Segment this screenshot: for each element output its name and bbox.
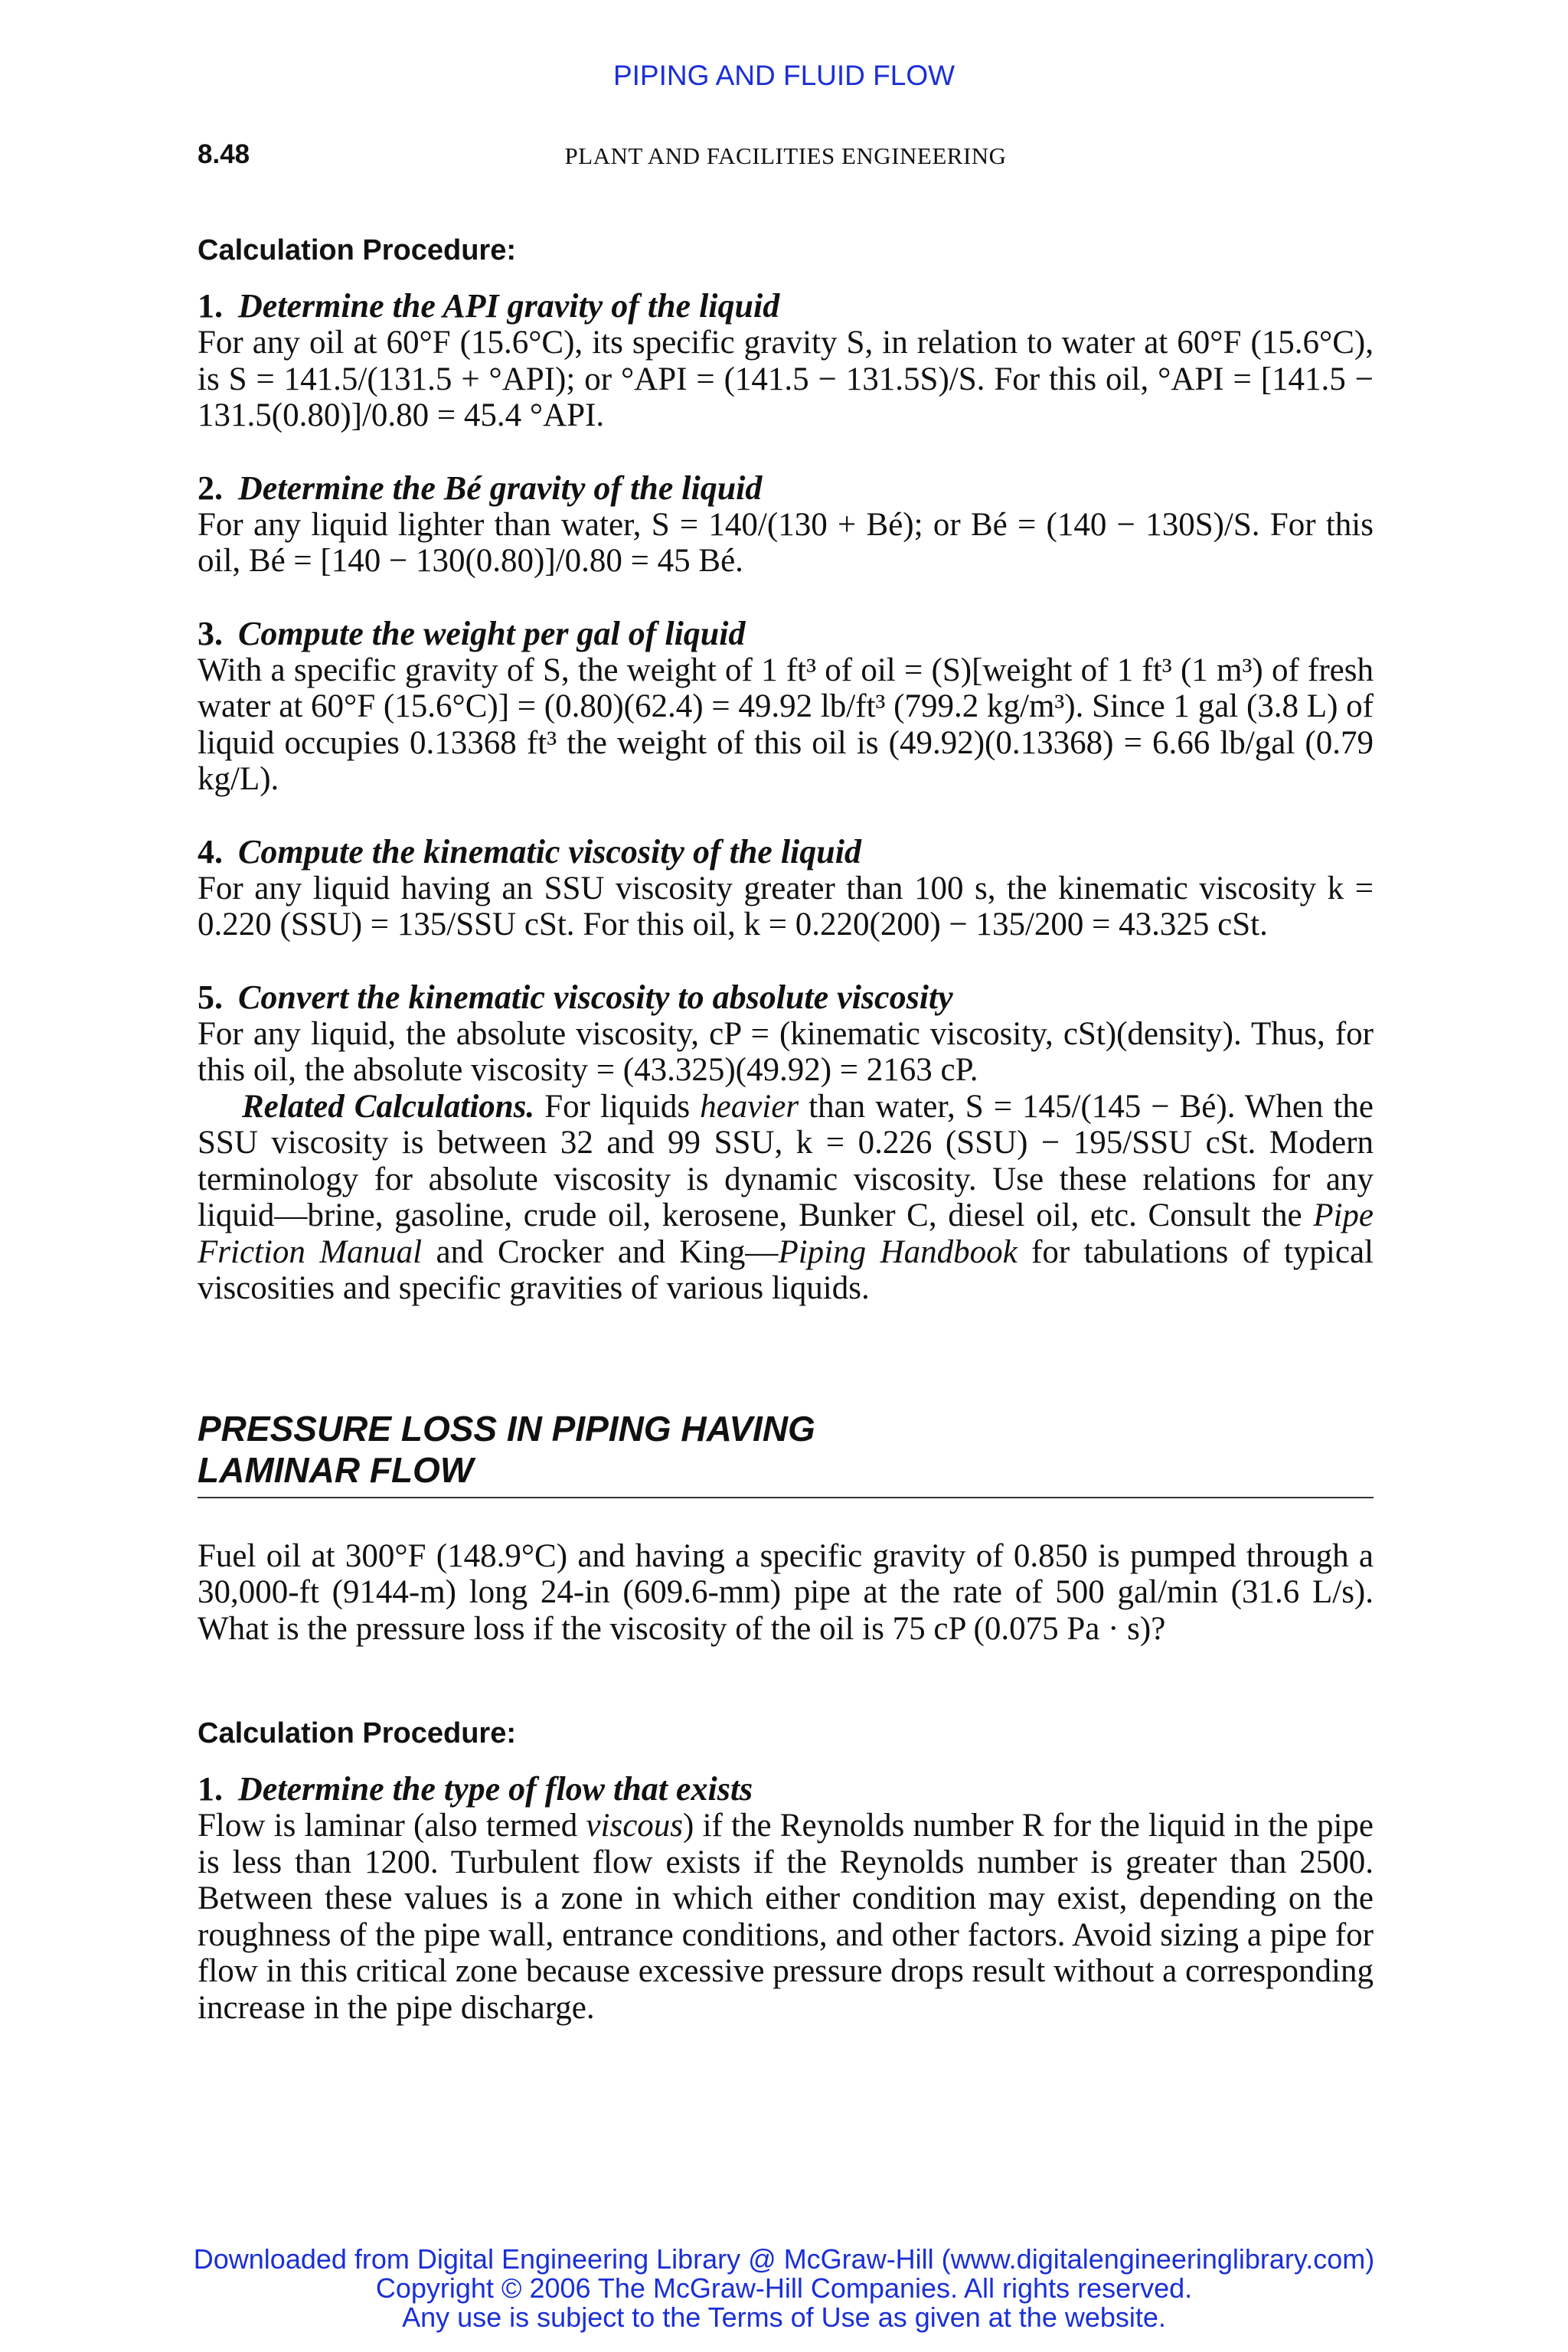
related-calculations	[198, 1089, 1374, 1307]
step-number: 1.	[198, 1770, 223, 1808]
footer-copyright: Copyright © 2006 The McGraw-Hill Companies. All rights reserved.	[375, 2272, 1193, 2304]
step-heading	[198, 834, 1374, 871]
step-title: Determine the type of flow that exists	[238, 1770, 753, 1808]
step-title: Compute the kinematic viscosity of the liquid	[238, 832, 861, 871]
page-content	[198, 230, 1374, 2026]
section-title-line-2: LAMINAR FLOW	[198, 1449, 474, 1490]
step-body: For any liquid having an SSU viscosity greater than 100 s, the kinematic viscosity k = 0.220 (SSU) = 135/SSU cSt. For this oil, k = 0.220(200) − 135/200 = 43.325 cSt.	[198, 870, 1374, 942]
step-number: 3.	[198, 614, 223, 652]
section-title-line-1: PRESSURE LOSS IN PIPING HAVING	[198, 1408, 815, 1449]
step-text: ) if the Reynolds number R for the liquid in the pipe is less than 1200. Turbulent flow exists if the Reynolds number is greater than 2500. Between these values is a zone in which either condition may exist, depending on the roughness of the pipe wall, entrance conditions, and other factors. Avoid sizing a pipe for flow in this critical zone because excessive pressure drops result without a corresponding increase in the pipe discharge.	[198, 1808, 1374, 2026]
step-body: For any liquid, the absolute viscosity, cP = (kinematic viscosity, cSt)(density). Thus, for this oil, the absolute viscosity = (43.325)(49.92) = 2163 cP.	[198, 1015, 1374, 1088]
step-1	[198, 288, 1374, 434]
related-emphasis: Piping Handbook	[778, 1233, 1018, 1270]
calculation-procedure-heading: Calculation Procedure:	[198, 234, 516, 266]
related-text: than water, S = 145/(145 − Bé). When the SSU viscosity is between 32 and 99 SSU, k = 0.226 (SSU) − 195/SSU cSt. Modern terminology for absolute viscosity is dynamic viscosity. Use these relations for any liquid—brine, gasoline, crude oil, kerosene, Bunker C, diesel oil, etc. Consult the	[198, 1088, 1374, 1233]
step-heading	[198, 470, 1374, 507]
chapter-link[interactable]: PIPING AND FLUID FLOW	[612, 60, 956, 91]
step-heading	[198, 1771, 1374, 1808]
step-title: Determine the API gravity of the liquid	[238, 287, 780, 325]
related-text: for tabulations of typical viscosities and specific gravities of various liquids.	[198, 1233, 1374, 1306]
step-5	[198, 979, 1374, 1307]
step-number: 4.	[198, 832, 223, 871]
footer	[0, 2245, 1568, 2332]
related-emphasis: heavier	[700, 1088, 799, 1125]
step-number: 1.	[198, 287, 223, 325]
related-text: For liquids	[534, 1088, 701, 1125]
problem-statement: Fuel oil at 300°F (148.9°C) and having a specific gravity of 0.850 is pumped through a 30,000-ft (9144-m) long 24-in (609.6-mm) pipe at the rate of 500 gal/min (31.6 L/s). What is the pressure loss if the viscosity of the oil is 75 cP (0.075 Pa · s)?	[198, 1537, 1374, 1647]
step-body: For any liquid lighter than water, S = 140/(130 + Bé); or Bé = (140 − 130S)/S. For this oil, Bé = [140 − 130(0.80)]/0.80 = 45 Bé.	[198, 506, 1374, 579]
step-heading	[198, 979, 1374, 1016]
step-body: With a specific gravity of S, the weight of 1 ft³ of oil = (S)[weight of 1 ft³ (1 m³) of fresh water at 60°F (15.6°C)] = (0.80)(62.4) = 49.92 lb/ft³ (799.2 kg/m³). Since 1 gal (3.8 L) of liquid occupies 0.13368 ft³ the weight of this oil is (49.92)(0.13368) = 6.66 lb/gal (0.79 kg/L).	[198, 652, 1374, 797]
book-title: PLANT AND FACILITIES ENGINEERING	[564, 142, 1007, 169]
step-2	[198, 470, 1374, 580]
calculation-procedure-heading: Calculation Procedure:	[198, 1717, 516, 1749]
step-number: 5.	[198, 978, 223, 1016]
step-3	[198, 616, 1374, 798]
step-text: Flow is laminar (also termed	[198, 1808, 586, 1844]
step-title: Compute the weight per gal of liquid	[238, 614, 746, 652]
footer-terms[interactable]: Any use is subject to the Terms of Use as given at the website.	[402, 2301, 1166, 2333]
footer-download-link[interactable]: Downloaded from Digital Engineering Library @ McGraw-Hill (www.digitalengineeringlibrary.com)	[193, 2243, 1375, 2275]
page-number: 8.48	[198, 139, 250, 169]
related-calculations-label: Related Calculations.	[242, 1088, 535, 1125]
step-body	[198, 1808, 1374, 2026]
related-text: and Crocker and King—	[422, 1233, 779, 1270]
section-heading	[198, 1408, 1374, 1498]
related-emphasis: Pipe Friction Manual	[198, 1197, 1374, 1270]
step-heading	[198, 616, 1374, 652]
section2-step-1	[198, 1771, 1374, 2026]
step-title: Determine the Bé gravity of the liquid	[238, 469, 763, 507]
step-emphasis: viscous	[586, 1808, 684, 1844]
step-body: For any oil at 60°F (15.6°C), its specific gravity S, in relation to water at 60°F (15.6°C), is S = 141.5/(131.5 + °API); or °API = (141.5 − 131.5S)/S. For this oil, °API = [141.5 − 131.5(0.80)]/0.80 = 45.4 °API.	[198, 325, 1374, 433]
step-title: Convert the kinematic viscosity to absolute viscosity	[238, 978, 953, 1016]
step-number: 2.	[198, 469, 223, 507]
step-4	[198, 834, 1374, 943]
step-heading	[198, 288, 1374, 325]
